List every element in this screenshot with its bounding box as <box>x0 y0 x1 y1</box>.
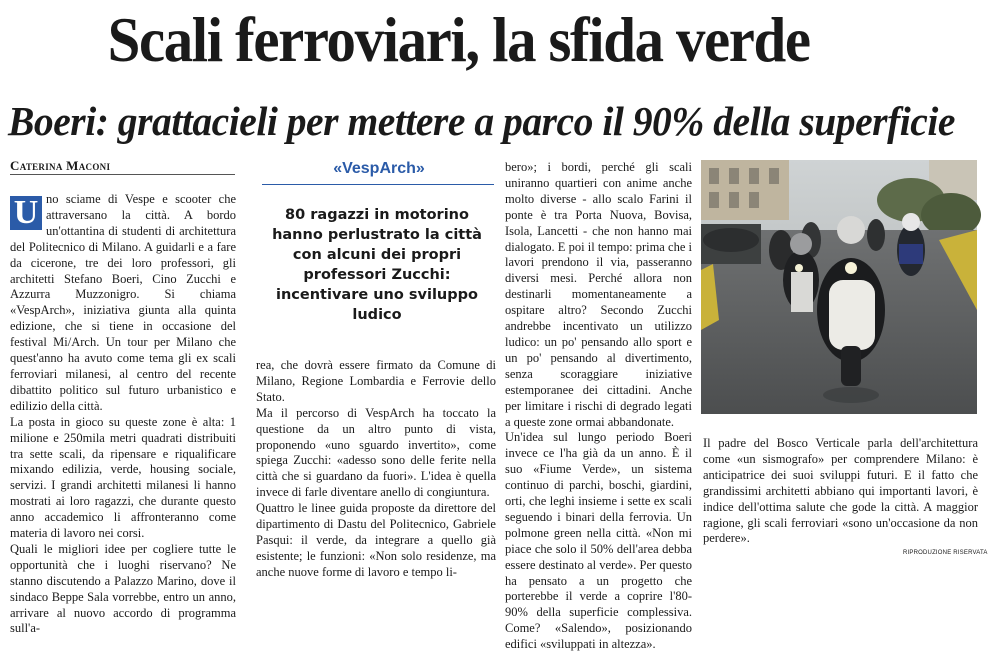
sidebar-kicker: «VespArch» <box>333 160 425 177</box>
copyright-notice: RIPRODUZIONE RISERVATA <box>903 550 988 556</box>
paragraph: Un'idea sul lungo periodo Boeri invece ce l'ha già da un anno. È il suo «Fiume Verde», un sistema continuo di parchi, boschi, giardini, orti, che leghi insieme i sette ex scali seguendo i binari della ferrovia. Un polmone green nella città. «Non mi piace che solo il 50% dell'area debba essere destinato al verde». Per questo ha pensato a un progetto che porterebbe il verde a coprire l'80-90% della superficie complessiva. Come? «Salendo», posizionando edifici «sviluppati in altezza». <box>505 430 692 652</box>
paragraph: Quali le migliori idee per cogliere tutte le opportunità che i luoghi riservano? Ne stanno discutendo a Palazzo Marino, dove il sindaco Beppe Sala vorrebbe, entro un anno, arrivare al nuovo accordo di programma sull'a- <box>10 541 236 636</box>
article-column-4 <box>703 436 978 548</box>
drop-cap: U <box>10 196 42 230</box>
article-column-3 <box>505 160 692 652</box>
article-column-2 <box>256 358 496 579</box>
byline: Caterina Maconi <box>10 158 235 175</box>
scooter-tour-photo <box>701 160 977 414</box>
sidebar-deck: 80 ragazzi in motorino hanno perlustrato la città con alcuni dei propri professori Zucchi: incentivare uno sviluppo ludico <box>272 207 482 323</box>
paragraph: Quattro le linee guida proposte da direttore del dipartimento di Dastu del Politecnico, Gabriele Pasqui: il verde, da integrare a quello già esistente; le funzioni: «Non solo residenze, ma anche nuove forme di lavoro e tempo li- <box>256 501 496 579</box>
paragraph: bero»; i bordi, perché gli scali uniranno quartieri con anime anche molto diverse - allo scalo Farini il ponte è tra Porta Nuova, Bovisa, Isola, Lancetti - che non hanno mai dialogato. E poi il tempo: prima che i lavori prendono il via, passeranno diversi mesi. Perché allora non destinarli momentaneamente a ospitare altro? Secondo Zucchi andrebbe incentivato un utilizzo ludico: un po' pensando allo sport e un po' pensando al divertimento, senza scoraggiare iniziative estemporanee dei cittadini. Anche per limitare i rischi di degrado legati a queste zone ormai abbandonate. <box>505 160 692 429</box>
article-column-1 <box>10 192 236 636</box>
paragraph: rea, che dovrà essere firmato da Comune di Milano, Regione Lombardia e Ferrovie dello Stato. <box>256 358 496 404</box>
subheadline: Boeri: grattacieli per mettere a parco il 90% della superficie <box>8 98 955 144</box>
paragraph: La posta in gioco su queste zone è alta: 1 milione e 250mila metri quadrati distribuiti tra sette scali, da ripensare e riqualificare mixando edilizia, verde, housing sociale, servizi. I grandi architetti milanesi li hanno mostrati ai loro ragazzi, che durante questo anno accademico li affronteranno come materia di lavoro nei corsi. <box>10 414 236 541</box>
kicker-divider <box>262 184 494 185</box>
headline: Scali ferroviari, la sfida verde <box>107 4 810 75</box>
paragraph: Ma il percorso di VespArch ha toccato la questione da un altro punto di vista, proponendo «uno sguardo invertito», come spiega Zucchi: «adesso sono delle ferite nella città che si guardano da fuori». L'idea è quella invece di farle diventare anello di congiuntura. <box>256 405 496 500</box>
photo-illustration <box>701 160 977 414</box>
paragraph: no sciame di Vespe e scooter che attraversano la città. A bordo un'ottantina di studenti di architettura del Politecnico di Milano. A guidarli e a fare da cicerone, tre dei loro professori, gli architetti Stefano Boeri, Cino Zucchi e Azzurra Muzzonigro. Si chiama «VespArch», iniziativa giunta alla quinta edizione, che si tiene in occasione del festival Mi/Arch. Un tour per Milano che quest'anno ha avuto come tema gli ex scali ferroviari milanesi, al centro del recente dibattito politico sul futuro urbanistico e edilizio della città. <box>10 192 236 413</box>
paragraph: Il padre del Bosco Verticale parla dell'architettura come «un sismografo» per comprendere Milano: è anticipatrice dei suoi sviluppi futuri. E il fatto che grandissimi architetti abbiano qui importanti lavori, è indice dell'ottima salute che gode la città. A maggior ragione, gli scali ferroviari «sono un'occasione da non perdere». <box>703 436 978 546</box>
